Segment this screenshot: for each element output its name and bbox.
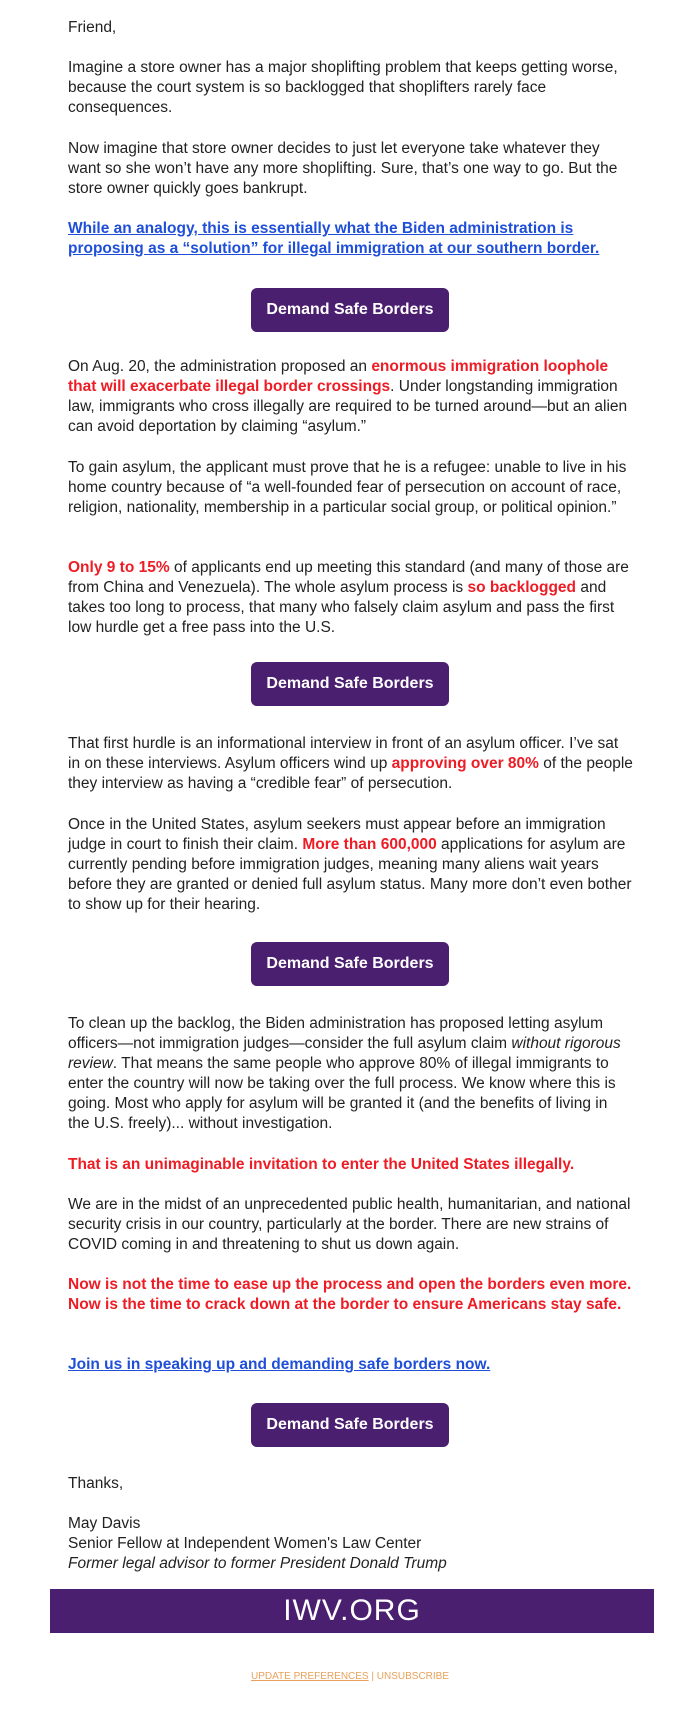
text: and takes too long to process, that many who falsely claim asylum and pass the first low hurdle get a free pass into the U.S. (68, 579, 615, 636)
section2-paragraph-1 (68, 734, 633, 794)
demand-safe-borders-button[interactable]: Demand Safe Borders (251, 288, 449, 332)
iwv-banner[interactable]: IWV.ORG (50, 1589, 654, 1633)
cta-row-1 (0, 288, 700, 332)
section3-paragraph-1 (68, 1014, 633, 1134)
signoff-title: Senior Fellow at Independent Women's Law Center (68, 1535, 422, 1552)
text: Once in the United States, asylum seekers must appear before an immigration judge in court to finish their claim. (68, 816, 606, 853)
highlight-text: enormous immigration loophole that will exacerbate illegal border crossings (68, 358, 609, 395)
text: That first hurdle is an informational interview in front of an asylum officer. I’ve sat in on these interviews. Asylum officers wind up (68, 735, 619, 772)
demand-safe-borders-button[interactable]: Demand Safe Borders (251, 942, 449, 986)
text: To clean up the backlog, the Biden administration has proposed letting asylum officers—not immigration judges—consider the full asylum claim (68, 1015, 604, 1052)
text: of applicants end up meeting this standard (and many of those are from China and Venezuela). The whole asylum process is (68, 559, 629, 596)
intro-paragraph-1: Imagine a store owner has a major shoplifting problem that keeps getting worse, because the court system is so backlogged that shoplifters rarely face consequences. (68, 59, 618, 116)
cta-row-2 (0, 662, 700, 706)
section2-paragraph-2 (68, 815, 633, 915)
highlight-text: so backlogged (467, 579, 577, 596)
signoff-thanks: Thanks, (68, 1475, 124, 1492)
unsubscribe-link[interactable]: UNSUBSCRIBE (376, 1671, 450, 1682)
highlight-text: approving over 80% (391, 755, 539, 772)
section1-paragraph-2: To gain asylum, the applicant must prove that he is a refugee: unable to live in his home country because of “a well-founded fear of persecution on account of race, religion, nationality, membership in a particular social group, or political opinion.” (68, 459, 627, 516)
join-link[interactable]: Join us in speaking up and demanding safe borders now. (68, 1356, 491, 1373)
signoff-name: May Davis (68, 1515, 141, 1532)
section3-paragraph-2: That is an unimaginable invitation to enter the United States illegally. (68, 1156, 575, 1173)
signoff-subtitle (68, 1554, 633, 1574)
demand-safe-borders-button[interactable]: Demand Safe Borders (251, 662, 449, 706)
text: On Aug. 20, the administration proposed an (68, 358, 372, 375)
text: . Under longstanding immigration law, immigrants who cross illegally are required to be turned around—but an alien can avoid deportation by claiming “asylum.” (68, 378, 628, 435)
highlight-text: More than 600,000 (302, 836, 437, 853)
cta-row-4 (0, 1403, 700, 1447)
section3-paragraph-4: Now is not the time to ease up the process and open the borders even more. Now is the time to crack down at the border to ensure Americans stay safe. (68, 1276, 632, 1313)
text: . That means the same people who approve 80% of illegal immigrants to enter the country will now be taking over the full process. We know where this is going. Most who apply for asylum will be granted it (and the benefits of living in the U.S. freely)... without investigation. (68, 1055, 616, 1132)
analogy-link[interactable]: While an analogy, this is essentially what the Biden administration is proposing as a “solution” for illegal immigration at our southern border. (68, 220, 600, 257)
demand-safe-borders-button[interactable]: Demand Safe Borders (251, 1403, 449, 1447)
text: applications for asylum are currently pending before immigration judges, meaning many aliens wait years before they are granted or denied full asylum status. Many more don’t even bother to show up for their hearing. (68, 836, 632, 913)
intro-paragraph-2: Now imagine that store owner decides to just let everyone take whatever they want so she won’t have any more shoplifting. Sure, that’s one way to go. But the store owner quickly goes bankrupt. (68, 140, 618, 197)
emphasis-text: without rigorous review (68, 1035, 621, 1072)
cta-row-3 (0, 942, 700, 986)
footer (0, 1671, 700, 1682)
highlight-text: Only 9 to 15% (68, 559, 170, 576)
update-preferences-link[interactable]: UPDATE PREFERENCES (250, 1671, 369, 1682)
signoff-subtitle-text: Former legal advisor to former President Donald Trump (68, 1555, 447, 1572)
footer-separator: | (368, 1671, 377, 1682)
section1-paragraph-3 (68, 558, 633, 638)
section1-paragraph-1 (68, 357, 633, 437)
section3-paragraph-3: We are in the midst of an unprecedented public health, humanitarian, and national security crisis in our country, particularly at the border. There are new strains of COVID coming in and threatening to shut us down again. (68, 1196, 631, 1253)
greeting: Friend, (68, 19, 117, 36)
text: of the people they interview as having a “credible fear” of persecution. (68, 755, 633, 792)
